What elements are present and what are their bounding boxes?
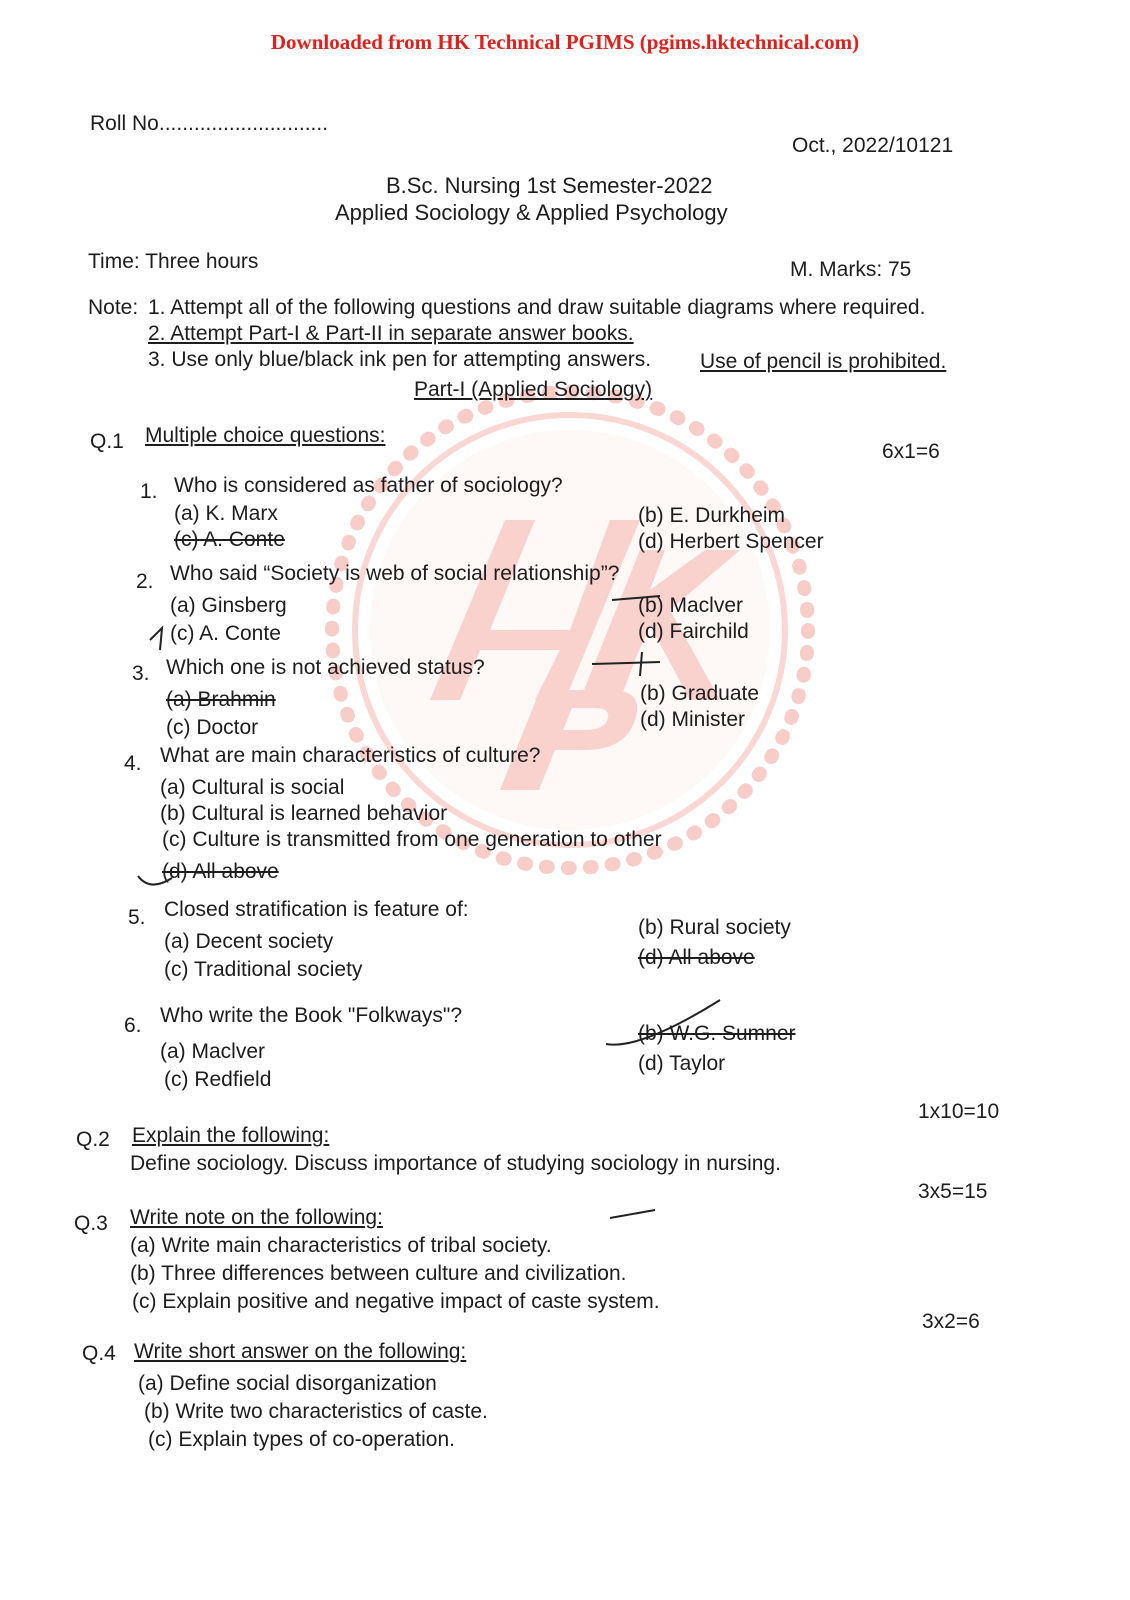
q3-item-b: (b) Three differences between culture and civilization.: [130, 1262, 627, 1285]
note-2: 2. Attempt Part-I & Part-II in separate answer books.: [148, 322, 634, 345]
mcq-4-option-a: (a) Cultural is social: [160, 776, 345, 799]
mcq-3-option-b: (b) Graduate: [640, 682, 760, 705]
mcq-2-option-b: (b) Maclver: [638, 594, 744, 617]
mcq-2-option-d: (d) Fairchild: [638, 620, 749, 643]
part-title: Part-I (Applied Sociology): [414, 378, 653, 401]
mcq-1-question: Who is considered as father of sociology?: [174, 474, 563, 497]
q4-item-b: (b) Write two characteristics of caste.: [144, 1400, 488, 1423]
q2-text: Define sociology. Discuss importance of studying sociology in nursing.: [130, 1152, 781, 1175]
mcq-1-option-a: (a) K. Marx: [174, 502, 278, 525]
mcq-5-option-c: (c) Traditional society: [164, 958, 363, 981]
exam-title: B.Sc. Nursing 1st Semester-2022: [386, 173, 713, 198]
q3-title: Write note on the following:: [130, 1206, 383, 1229]
mcq-3-question: Which one is not achieved status?: [166, 656, 485, 679]
mcq-2-question: Who said “Society is web of social relationship”?: [170, 562, 620, 585]
q4-item-c: (c) Explain types of co-operation.: [148, 1428, 455, 1451]
q3-marks: 3x5=15: [918, 1180, 988, 1203]
mcq-5-option-a: (a) Decent society: [164, 930, 334, 953]
mcq-4-question: What are main characteristics of culture?: [160, 744, 541, 767]
note-label: Note:: [88, 296, 139, 319]
mcq-1-number: 1.: [140, 480, 158, 503]
note-3: 3. Use only blue/black ink pen for attempting answers.: [148, 348, 652, 371]
mcq-4-number: 4.: [124, 752, 142, 775]
mcq-4-option-b: (b) Cultural is learned behavior: [160, 802, 448, 825]
mcq-6-option-c: (c) Redfield: [164, 1068, 272, 1091]
mcq-2-number: 2.: [136, 570, 154, 593]
mcq-2-option-c: (c) A. Conte: [170, 622, 281, 645]
note-3-pencil: Use of pencil is prohibited.: [700, 350, 947, 373]
roll-number: Roll No.............................: [90, 112, 329, 135]
mcq-1-option-b: (b) E. Durkheim: [638, 504, 786, 527]
mcq-3-option-a: (a) Brahmin: [166, 688, 276, 711]
mcq-2-option-a: (a) Ginsberg: [170, 594, 287, 617]
mcq-3-option-d: (d) Minister: [640, 708, 746, 731]
mcq-6-option-b: (b) W.G. Sumner: [638, 1022, 796, 1045]
download-banner: Downloaded from HK Technical PGIMS (pgims.hktechnical.com): [270, 30, 860, 54]
mcq-6-option-d: (d) Taylor: [638, 1052, 726, 1075]
q4-number: Q.4: [82, 1342, 116, 1365]
q2-number: Q.2: [76, 1128, 110, 1151]
q3-item-c: (c) Explain positive and negative impact of caste system.: [132, 1290, 660, 1313]
mcq-5-option-d: (d) All above: [638, 946, 755, 969]
q3-item-a: (a) Write main characteristics of tribal society.: [130, 1234, 552, 1257]
q2-title: Explain the following:: [132, 1124, 330, 1147]
paper-code: Oct., 2022/10121: [792, 134, 954, 157]
q1-number: Q.1: [90, 430, 124, 453]
mcq-6-option-a: (a) Maclver: [160, 1040, 266, 1063]
mcq-6-number: 6.: [124, 1014, 142, 1037]
subject-title: Applied Sociology & Applied Psychology: [335, 200, 728, 225]
q4-marks: 3x2=6: [922, 1310, 980, 1333]
mcq-3-number: 3.: [132, 662, 150, 685]
q4-item-a: (a) Define social disorganization: [138, 1372, 437, 1395]
q1-marks: 6x1=6: [882, 440, 940, 463]
mcq-6-question: Who write the Book "Folkways"?: [160, 1004, 463, 1027]
q1-title: Multiple choice questions:: [145, 424, 386, 447]
mcq-1-option-c: (c) A. Conte: [174, 528, 285, 551]
mcq-5-option-b: (b) Rural society: [638, 916, 791, 939]
q4-title: Write short answer on the following:: [134, 1340, 467, 1363]
mcq-4-option-d: (d) All above: [162, 860, 279, 883]
mcq-1-option-d: (d) Herbert Spencer: [638, 530, 824, 553]
mcq-4-option-c: (c) Culture is transmitted from one generation to other: [162, 828, 662, 851]
mcq-5-number: 5.: [128, 906, 146, 929]
mcq-3-option-c: (c) Doctor: [166, 716, 259, 739]
q3-number: Q.3: [74, 1212, 108, 1235]
q2-marks: 1x10=10: [918, 1100, 1000, 1123]
max-marks: M. Marks: 75: [790, 258, 912, 281]
mcq-5-question: Closed stratification is feature of:: [164, 898, 469, 921]
time-allowed: Time: Three hours: [88, 250, 259, 273]
note-1: 1. Attempt all of the following questions and draw suitable diagrams where required.: [148, 296, 926, 319]
